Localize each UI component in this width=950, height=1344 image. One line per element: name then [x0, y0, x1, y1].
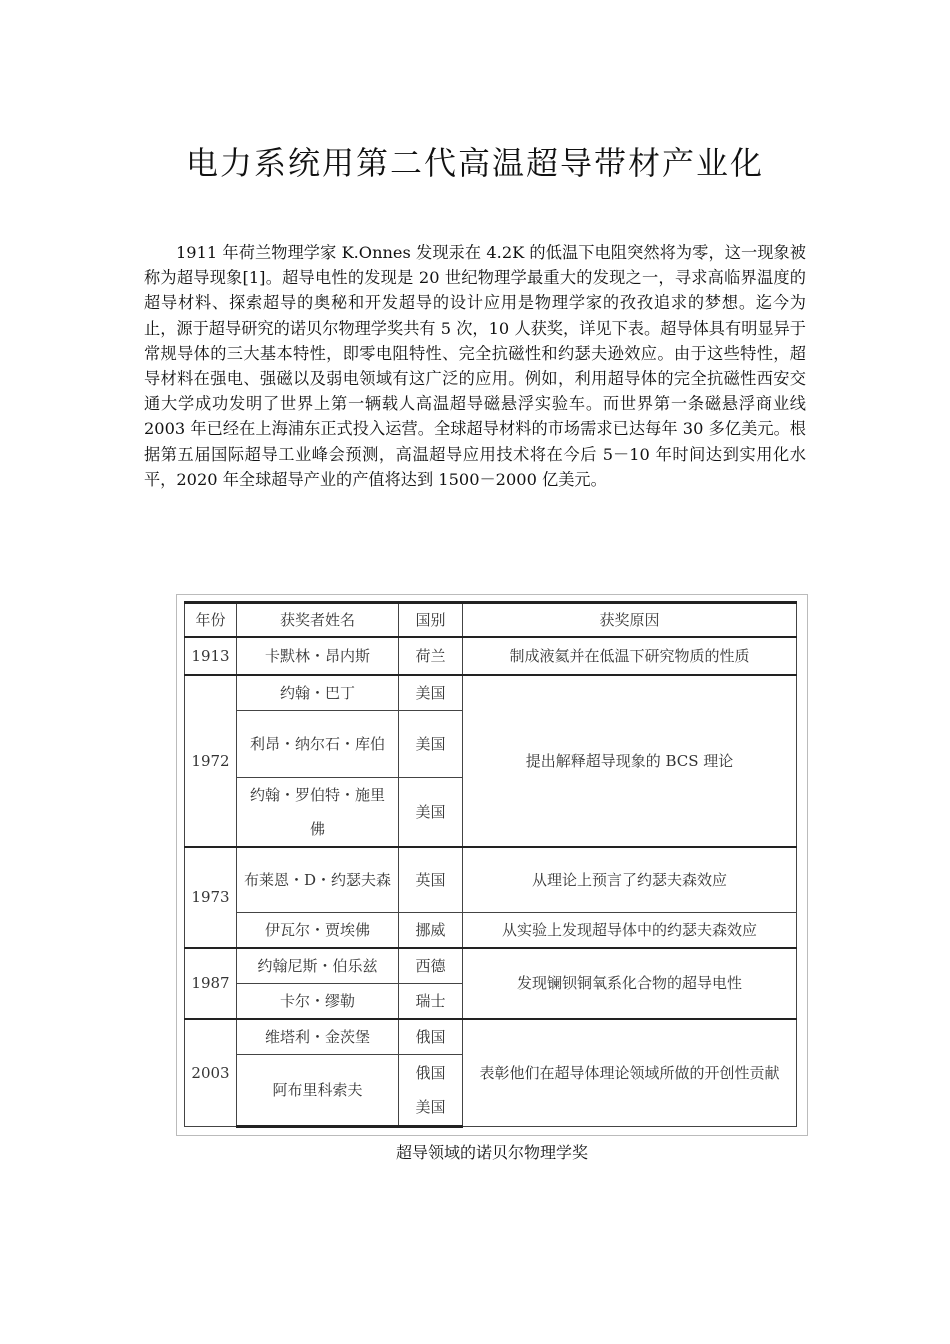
name-cell: 约翰・罗伯特・施里佛 [237, 778, 399, 848]
country-cell: 挪威 [399, 912, 463, 948]
name-cell: 卡尔・缪勒 [237, 983, 399, 1019]
year-cell: 1973 [185, 847, 237, 948]
country-line: 俄国 [415, 1063, 446, 1082]
table-row [185, 912, 797, 948]
country-cell: 美国 [399, 675, 463, 711]
name-cell: 阿布里科索夫 [237, 1054, 399, 1126]
country-cell: 俄国 [399, 1019, 463, 1055]
reason-cell: 从实验上发现超导体中的约瑟夫森效应 [463, 912, 797, 948]
year-cell: 2003 [185, 1019, 237, 1127]
name-cell: 维塔利・金茨堡 [237, 1019, 399, 1055]
name-cell: 伊瓦尔・贾埃佛 [237, 912, 399, 948]
country-cell: 荷兰 [399, 637, 463, 675]
country-cell: 西德 [399, 948, 463, 984]
table-row [185, 847, 797, 912]
table-row [185, 948, 797, 984]
reason-cell: 表彰他们在超导体理论领域所做的开创性贡献 [463, 1019, 797, 1127]
table-row [185, 1019, 797, 1055]
reason-cell: 提出解释超导现象的 BCS 理论 [463, 675, 797, 847]
header-country: 国别 [399, 603, 463, 638]
nobel-prize-table [184, 601, 797, 1128]
name-cell: 约翰尼斯・伯乐兹 [237, 948, 399, 984]
country-cell: 美国 [399, 711, 463, 778]
header-reason: 获奖原因 [463, 603, 797, 638]
table-caption: 超导领域的诺贝尔物理学奖 [395, 1143, 588, 1162]
country-cell: 英国 [399, 847, 463, 912]
reason-cell: 制成液氦并在低温下研究物质的性质 [463, 637, 797, 675]
year-cell: 1987 [185, 948, 237, 1019]
header-name: 获奖者姓名 [237, 603, 399, 638]
table-row [185, 675, 797, 711]
reason-cell: 发现镧钡铜氧系化合物的超导电性 [463, 948, 797, 1019]
country-cell [399, 1054, 463, 1126]
year-cell: 1913 [185, 637, 237, 675]
header-year: 年份 [185, 603, 237, 638]
country-cell: 美国 [399, 778, 463, 848]
table-header-row [185, 603, 797, 638]
name-cell: 卡默林・昂内斯 [237, 637, 399, 675]
document-title: 电力系统用第二代高温超导带材产业化 [185, 144, 764, 182]
country-line: 美国 [415, 1097, 446, 1116]
name-cell: 布莱恩・D・约瑟夫森 [237, 847, 399, 912]
name-cell: 约翰・巴丁 [237, 675, 399, 711]
country-cell: 瑞士 [399, 983, 463, 1019]
reason-cell: 从理论上预言了约瑟夫森效应 [463, 847, 797, 912]
intro-paragraph: 1911 年荷兰物理学家 K.Onnes 发现汞在 4.2K 的低温下电阻突然将为零，这一现象被称为超导现象[1]。超导电性的发现是 20 世纪物理学最重大的发现之一，寻求高临界温度的超导材料、探索超导的奥秘和开发超导的设计应用是物理学家的孜孜追求的梦想。迄今为止，源于超导研究的诺贝尔物理学奖共有 5 次，10 人获奖，详见下表。超导体具有明显异于常规导体的三大基本特性，即零电阻特性、完全抗磁性和约瑟夫逊效应。由于这些特性，超导材料在强电、强磁以及弱电领域有这广泛的应用。例如，利用超导体的完全抗磁性西安交通大学成功发明了世界上第一辆载人高温超导磁悬浮实验车。而世界第一条磁悬浮商业线 2003 年已经在上海浦东正式投入运营。全球超导材料的市场需求已达每年 30 多亿美元。根据第五届国际超导工业峰会预测，高温超导应用技术将在今后 5－10 年时间达到实用化水平，2020 年全球超导产业的产值将达到 1500－2000 亿美元。 [144, 243, 806, 489]
name-cell: 利昂・纳尔石・库伯 [237, 711, 399, 778]
table-row [185, 637, 797, 675]
year-cell: 1972 [185, 675, 237, 847]
